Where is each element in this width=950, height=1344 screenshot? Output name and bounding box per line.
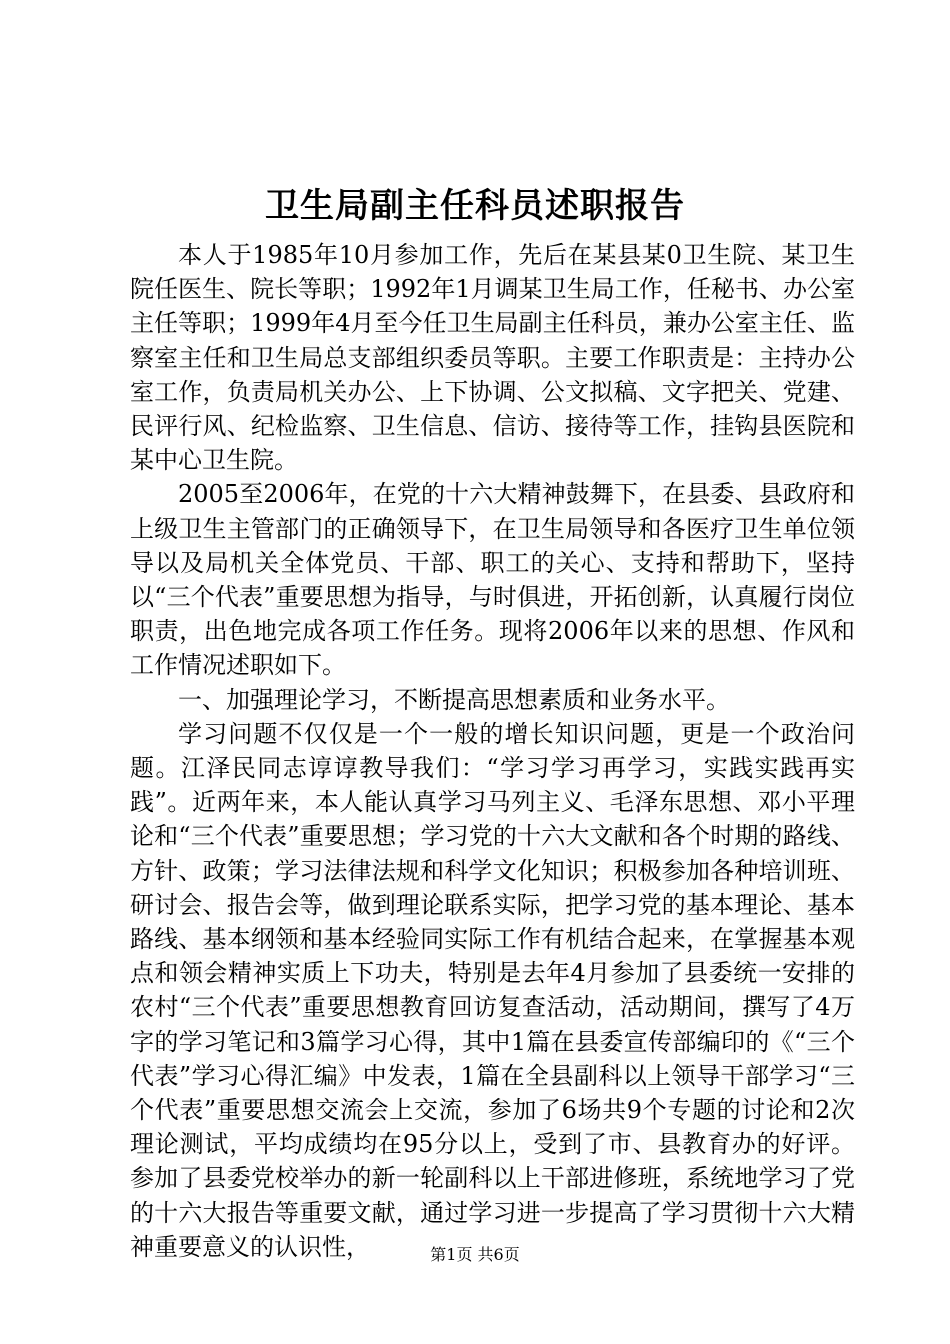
page-footer: 第1页 共6页	[430, 1245, 520, 1264]
paragraph-3: 学习问题不仅仅是一个一般的增长知识问题，更是一个政治问题。江泽民同志谆谆教导我们：“学习学习再学习，实践实践再实践”。近两年来，本人能认真学习马列主义、毛泽东思想、邓小平理论和“三个代表”重要思想；学习党的十六大文献和各个时期的路线、方针、政策；学习法律法规和科学文化知识；积极参加各种培训班、研讨会、报告会等，做到理论联系实际，把学习党的基本理论、基本路线、基本纲领和基本经验同实际工作有机结合起来，在掌握基本观点和领会精神实质上下功夫，特别是去年4月参加了县委统一安排的农村“三个代表”重要思想教育回访复查活动，活动期间，撰写了4万字的学习笔记和3篇学习心得，其中1篇在县委宣传部编印的《“三个代表”学习心得汇编》中发表，1篇在全县副科以上领导干部学习“三个代表”重要思想交流会上交流，参加了6场共9个专题的讨论和2次理论测试，平均成绩均在95分以上，受到了市、县教育办的好评。参加了县委党校举办的新一轮副科以上干部进修班，系统地学习了党的十六大报告等重要文献，通过学习进一步提高了学习贯彻十六大精神重要意义的认识性，	[130, 719, 855, 1261]
document-body	[130, 238, 855, 1264]
paragraph-1: 本人于1985年10月参加工作，先后在某县某0卫生院、某卫生院任医生、院长等职；1992年1月调某卫生局工作，任秘书、办公室主任等职；1999年4月至今任卫生局副主任科员，兼办公室主任、监察室主任和卫生局总支部组织委员等职。主要工作职责是：主持办公室工作，负责局机关办公、上下协调、公文拟稿、文字把关、党建、民评行风、纪检监察、卫生信息、信访、接待等工作，挂钩县医院和某中心卫生院。	[130, 241, 855, 475]
document-title: 卫生局副主任科员述职报告	[265, 186, 685, 226]
section-heading-1: 一、加强理论学习，不断提高思想素质和业务水平。	[178, 685, 730, 714]
paragraph-2: 2005至2006年，在党的十六大精神鼓舞下，在县委、县政府和上级卫生主管部门的正确领导下，在卫生局领导和各医疗卫生单位领导以及局机关全体党员、干部、职工的关心、支持和帮助下，坚持以“三个代表”重要思想为指导，与时俱进，开拓创新，认真履行岗位职责，出色地完成各项工作任务。现将2006年以来的思想、作风和工作情况述职如下。	[130, 480, 855, 680]
